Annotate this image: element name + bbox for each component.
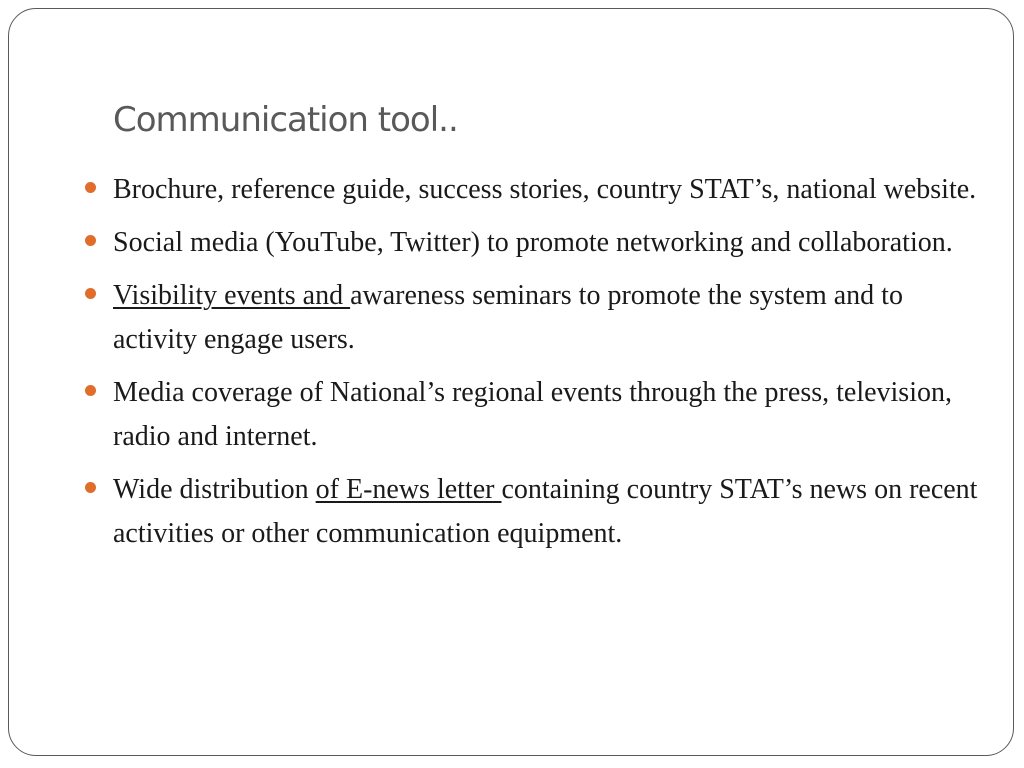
bullet-dot-icon [85,288,96,299]
slide-title: Communication tool.. [113,100,458,140]
bullet-text-underlined: of E-news letter [315,474,502,505]
bullet-text: containing country STAT’s news on recent activities or other communication equipment. [113,474,978,549]
bullet-text: Social media (YouTube, Twitter) to promote networking and collaboration. [113,227,953,258]
bullet-text-underlined: Visibility events and [113,280,351,311]
bullet-dot-icon [85,482,96,493]
bullet-dot-icon [85,385,96,396]
bullet-list [113,168,983,565]
bullet-dot-icon [85,235,96,246]
bullet-item [113,221,983,265]
bullet-text: Media coverage of National’s regional events through the press, television, radio and internet. [113,377,952,452]
bullet-item [113,371,983,459]
bullet-item [113,274,983,362]
bullet-text: Brochure, reference guide, success stories, country STAT’s, national website. [113,174,977,205]
bullet-text: awareness seminars to promote the system and to activity engage users. [113,280,903,355]
bullet-dot-icon [85,182,96,193]
bullet-item [113,168,983,212]
bullet-item [113,468,983,556]
bullet-text: Wide distribution [113,474,316,505]
